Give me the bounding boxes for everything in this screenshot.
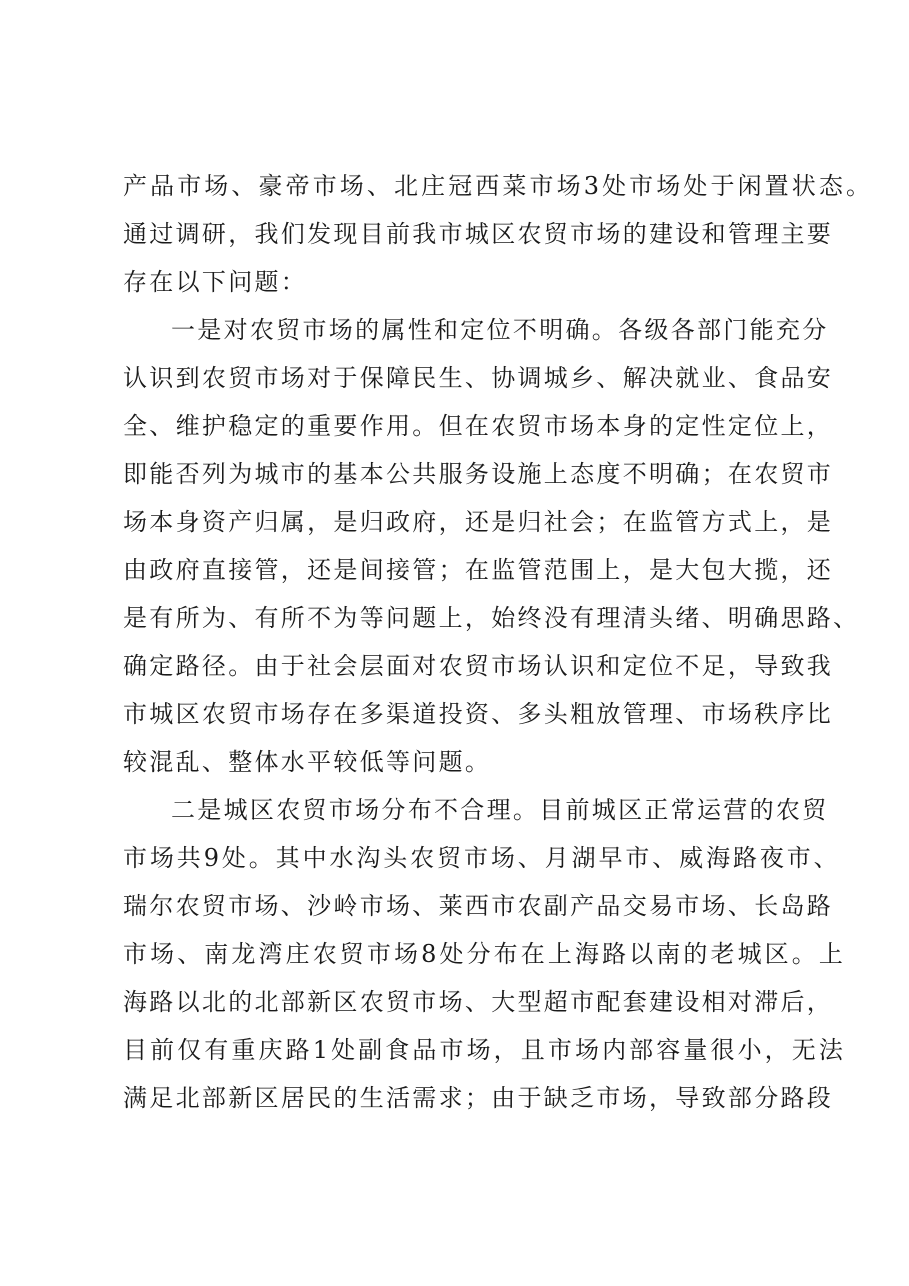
text-line: 产品市场、豪帝市场、北庄冠西菜市场3处市场处于闲置状态。 (123, 172, 874, 200)
text-line: 市城区农贸市场存在多渠道投资、多头粗放管理、市场秩序比 (123, 700, 834, 728)
text-line: 市场、南龙湾庄农贸市场8处分布在上海路以南的老城区。上 (123, 940, 846, 968)
text-line: 存在以下问题： (123, 268, 308, 296)
text-line: 通过调研，我们发现目前我市城区农贸市场的建设和管理主要 (123, 220, 834, 248)
text-line: 认识到农贸市场对于保障民生、协调城乡、解决就业、食品安 (123, 364, 834, 392)
text-line: 市场共9处。其中水沟头农贸市场、月湖早市、威海路夜市、 (123, 844, 841, 872)
text-line: 瑞尔农贸市场、沙岭市场、莱西市农副产品交易市场、长岛路 (123, 892, 834, 920)
text-line: 一是对农贸市场的属性和定位不明确。各级各部门能充分 (171, 316, 829, 344)
text-line: 全、维护稳定的重要作用。但在农贸市场本身的定性定位上， (123, 412, 834, 440)
text-line: 较混乱、整体水平较低等问题。 (123, 748, 492, 776)
text-line: 满足北部新区居民的生活需求；由于缺乏市场，导致部分路段 (123, 1084, 834, 1112)
text-line: 是有所为、有所不为等问题上，始终没有理清头绪、明确思路、 (123, 604, 860, 632)
text-line: 海路以北的北部新区农贸市场、大型超市配套建设相对滞后， (123, 988, 834, 1016)
text-line: 确定路径。由于社会层面对农贸市场认识和定位不足，导致我 (123, 652, 834, 680)
text-line: 场本身资产归属，是归政府，还是归社会；在监管方式上，是 (123, 508, 834, 536)
text-line: 目前仅有重庆路1处副食品市场，且市场内部容量很小，无法 (123, 1036, 846, 1064)
text-line: 二是城区农贸市场分布不合理。目前城区正常运营的农贸 (171, 796, 829, 824)
text-line: 由政府直接管，还是间接管；在监管范围上，是大包大揽，还 (123, 556, 834, 584)
text-line: 即能否列为城市的基本公共服务设施上态度不明确；在农贸市 (123, 460, 834, 488)
